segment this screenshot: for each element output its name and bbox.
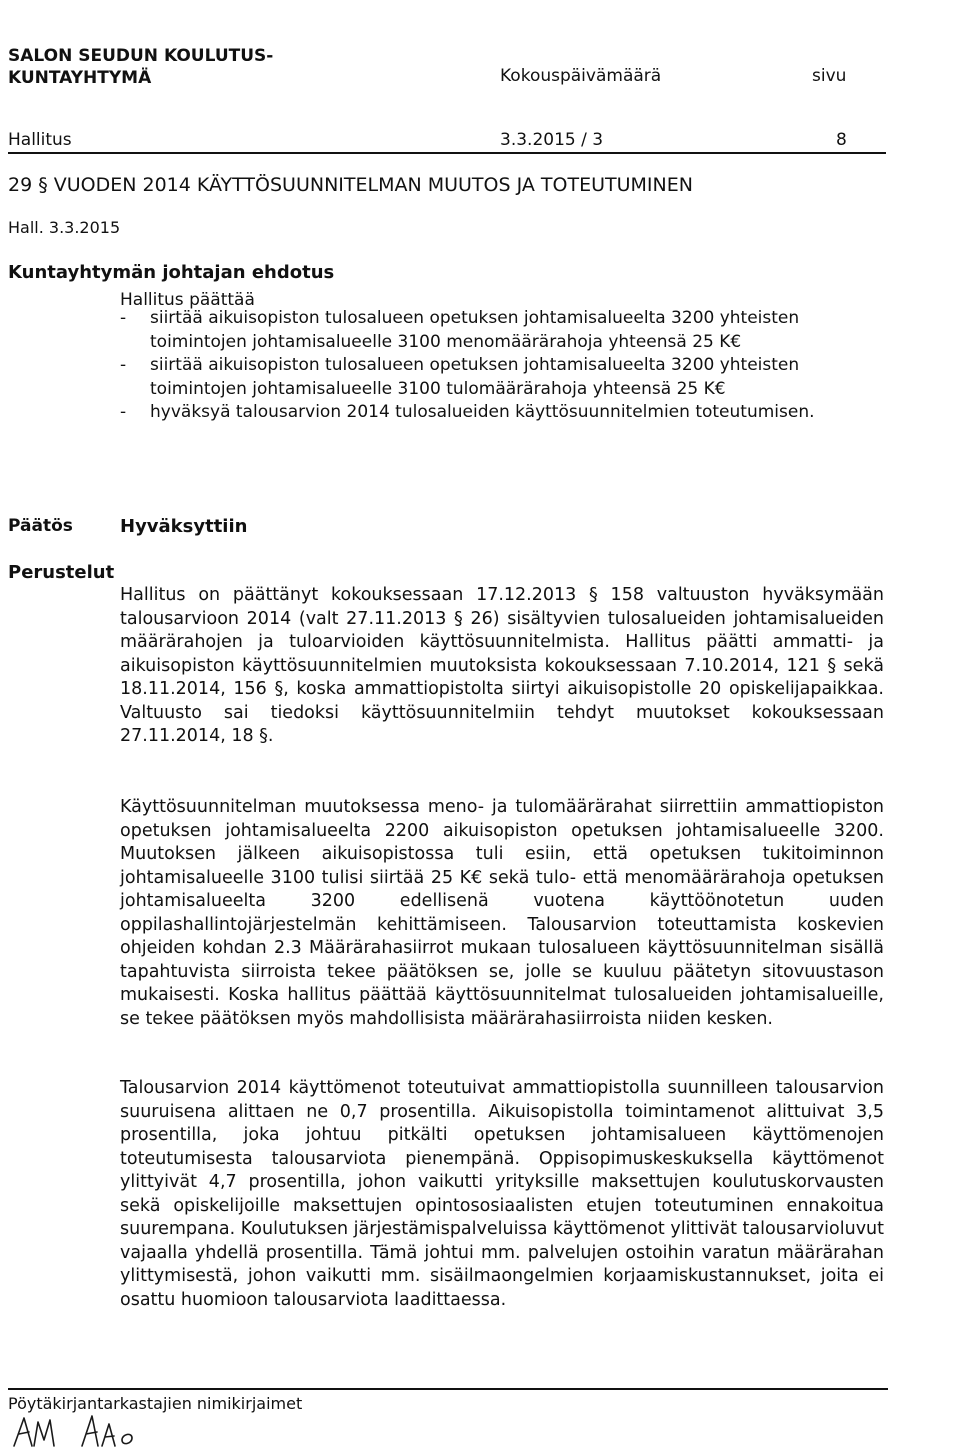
list-item-text: siirtää aikuisopiston tulosalueen opetuksen johtamisalueelta 3200 yhteisten toimintojen johtamisalueelle 3100 tulomäärärahoja yhteensä 25 K€ (150, 355, 800, 399)
list-item (120, 354, 890, 401)
footer-divider (8, 1388, 888, 1390)
handwritten-initials-signature (8, 1410, 168, 1450)
list-item-text: hyväksyä talousarvion 2014 tulosalueiden käyttösuunnitelmien toteutumisen. (150, 402, 815, 422)
dash-bullet: - (120, 355, 127, 375)
rationale-paragraph-2: Käyttösuunnitelman muutoksessa meno- ja tulomäärärahat siirrettiin ammattiopiston opetuksen johtamisalueelta 2200 aikuisopiston opetuksen johtamisalueelle 3200. Muutoksen jälkeen aikuisopistossa tuli esiin, että opetuksen tukitoiminnon johtamisalueelle 3100 tulisi siirtää 25 K€ sekä tulo- että menomäärärahoja opetuksen johtamisalueelta 3200 edellisenä vuotena käyttöönotetun uuden oppilashallintojärjestelmän kehittämiseen. Talousarvion toteuttamista koskevien ohjeiden kohdan 2.3 Määrärahasiirrot mukaan tulosalueen käyttösuunnitelman sisällä tapahtuvista siirroista tekee päätöksen se, jolle se kuuluu päätetyn sitovuustason mukaisesti. Koska hallitus päättää käyttösuunnitelmat tulosalueiden johtamisalueille, se tekee päätöksen myös mahdollisista määrärahasiirroista niiden kesken. (120, 797, 884, 1029)
rationale-paragraph-3: Talousarvion 2014 käyttömenot toteutuivat ammattiopistolla suunnilleen talousarvion suuruisena alittaen ne 0,7 prosentilla. Aikuisopistolla toimintamenot alittuivat 3,5 prosentilla, joka johtuu pitkälti opetuksen johtamisalueen käyttömenojen toteutumisesta talousarviota pienempänä. Oppisopimuskeskuksella käyttömenot ylittyivät 4,7 prosentilla, johon vaikutti yrityksille maksettujen koulutuskorvausten sekä opiskelijoille maksettujen opintososiaalisten etujen toteutuminen ennakoitua suurempana. Koulutuksen järjestämispalveluissa käyttömenot ylittivät talousarvioluvut vajaalla yhdellä prosentilla. Tämä johtui mm. palvelujen ostoihin varatun määrärahan ylittymisestä, johon vaikutti mm. sisäilmaongelmien korjaamiskustannukset, joita ei osattu huomioon talousarviota laadittaessa. (120, 1078, 884, 1310)
dash-bullet: - (120, 402, 127, 422)
list-item (120, 401, 890, 425)
page-number: 8 (836, 130, 847, 150)
hall-reference: Hall. 3.3.2015 (8, 218, 121, 237)
proposal-heading: Kuntayhtymän johtajan ehdotus (8, 262, 335, 283)
organization-name-line2: KUNTAYHTYMÄ (8, 68, 152, 88)
decision-text: Hyväksyttiin (120, 516, 248, 537)
page-label: sivu (812, 66, 847, 86)
meeting-date: 3.3.2015 / 3 (500, 130, 604, 150)
meeting-date-label: Kokouspäivämäärä (500, 66, 662, 86)
list-item (120, 307, 890, 354)
list-item-text: siirtää aikuisopiston tulosalueen opetuksen johtamisalueelta 3200 yhteisten toimintojen johtamisalueelle 3100 menomäärärahoja yhteensä 25 K€ (150, 308, 800, 352)
section-title: 29 § VUODEN 2014 KÄYTTÖSUUNNITELMAN MUUTOS JA TOTEUTUMINEN (8, 174, 693, 196)
proposal-list (120, 307, 890, 425)
header-divider (8, 152, 886, 154)
rationale-paragraph-1: Hallitus on päättänyt kokouksessaan 17.12.2013 § 158 valtuuston hyväksymään talousarvioon 2014 (valt 27.11.2013 § 26) sisältyvien tulosalueiden johtamisalueiden määrärahojen ja tuloarvioiden käyttösuunnitelmista. Hallitus päätti ammatti- ja aikuisopiston käyttösuunnitelmien muutoksista kokouksessaan 7.10.2014, 121 § sekä 18.11.2014, 156 §, koska ammattiopistolta siirtyi aikuisopistolle 20 opiskelijapaikkaa. Valtuusto sai tiedoksi käyttösuunnitelmiin tehdyt muutokset kokouksessaan 27.11.2014, 18 §. (120, 585, 884, 746)
decision-label: Päätös (8, 516, 73, 536)
dash-bullet: - (120, 308, 127, 328)
footer-label: Pöytäkirjantarkastajien nimikirjaimet (8, 1394, 303, 1413)
organ-name: Hallitus (8, 130, 72, 150)
rationale-label: Perustelut (8, 562, 115, 583)
organization-name (8, 45, 273, 89)
proposal-intro: Hallitus päättää (120, 290, 255, 310)
organization-name-line1: SALON SEUDUN KOULUTUS- (8, 46, 274, 66)
